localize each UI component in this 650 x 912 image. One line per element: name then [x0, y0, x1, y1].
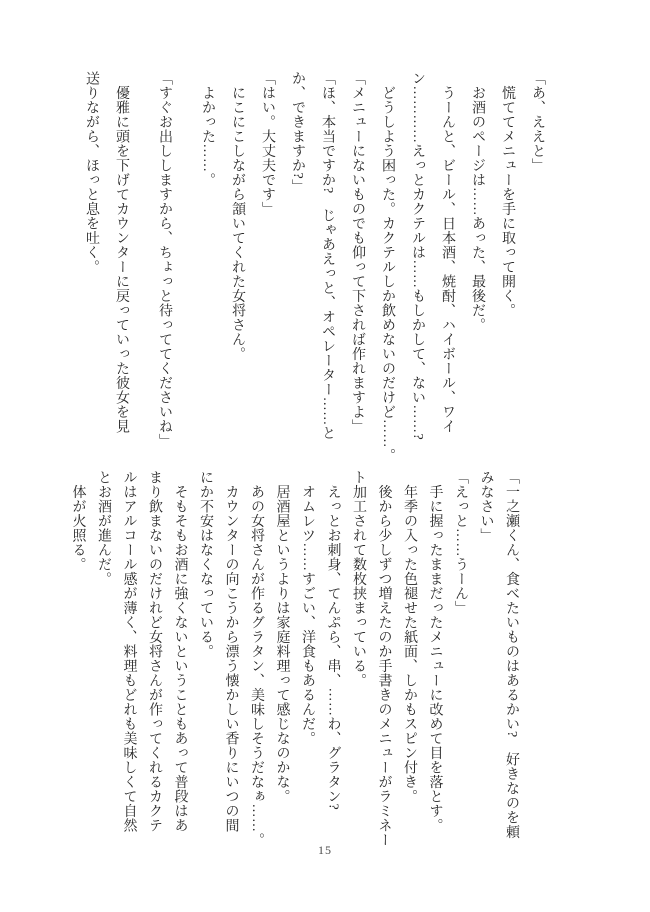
- text-line: ト加工されて数枚挟まっている。: [351, 470, 366, 688]
- text-line: ン…………えっとカクテルは……もしかして、ない……?: [410, 71, 425, 441]
- text-line: カウンターの向こうから漂う懐かしい香りにいつの間: [223, 470, 239, 833]
- page-number: 15: [318, 843, 332, 857]
- text-line: 慌ててメニューを手に取って開く。: [500, 71, 515, 318]
- text-line: どうしよう困った。カクテルしか飲めないのだけど……。: [380, 71, 395, 463]
- text-line: 「えっと……うーん」: [453, 470, 468, 615]
- text-block-lower: [65, 470, 524, 850]
- text-line: 「ほ、本当ですか? じゃあえっと、オペレーター……と: [320, 71, 335, 441]
- text-line: 居酒屋というよりは家庭料理って感じなのかな。: [274, 470, 290, 804]
- text-line: 「メニューにないものでも仰って下されば作れますよ」: [350, 71, 365, 434]
- text-line: みなさい」: [478, 470, 494, 543]
- text-line: 「一之瀬くん、食べたいものはあるかい? 好きなのを頼: [504, 470, 519, 840]
- text-line: 「すぐお出ししますから、ちょっと待っててくださいね」: [157, 71, 172, 448]
- text-line: にこにこしながら頷いてくれた女将さん。: [230, 71, 245, 361]
- text-line: 体が火照る。: [70, 470, 86, 572]
- text-line: えっとお刺身、てんぷら、串、……わ、グラタン?: [325, 470, 341, 811]
- text-line: 「あ、ええと」: [530, 71, 545, 173]
- text-line: とお酒が進んだ。: [96, 470, 111, 586]
- text-line: 年季の入った色褪せた紙面、しかもスピン付き。: [402, 470, 417, 804]
- text-line: 送りながら、ほっと息を吐く。: [84, 71, 99, 274]
- text-line: 「はい。大丈夫です」: [260, 71, 275, 216]
- text-line: よかった……。: [200, 71, 215, 187]
- text-line: ルはアルコール感が薄く、料理もどれも美味しくて自然: [121, 470, 137, 833]
- text-line: か、できますか?」: [290, 71, 305, 194]
- text-line: お酒のページは……あった、最後だ。: [470, 71, 485, 332]
- text-line: にか不安はなくなっている。: [198, 470, 213, 659]
- text-line: そもそもお酒に強くないということもあって普段はあ: [172, 470, 188, 833]
- text-line: 優雅に頭を下げてカウンターに戻っていった彼女を見: [114, 71, 129, 434]
- text-line: 手に握ったままだったメニューに改めて目を落とす。: [427, 470, 443, 833]
- text-line: あの女将さんが作るグラタン、美味しそうだなぁ……。: [249, 470, 264, 847]
- text-line: 後から少しずつ増えたのか手書きのメニューがラミネー: [376, 470, 392, 847]
- text-line: オムレツ……すごい、洋食もあるんだ。: [300, 470, 315, 746]
- text-block-upper: [76, 71, 552, 463]
- text-line: まり飲まないのだけれど女将さんが作ってくれるカクテ: [147, 470, 162, 833]
- text-line: うーんと、ビール、日本酒、焼酎、ハイボール、ワイ: [440, 71, 455, 434]
